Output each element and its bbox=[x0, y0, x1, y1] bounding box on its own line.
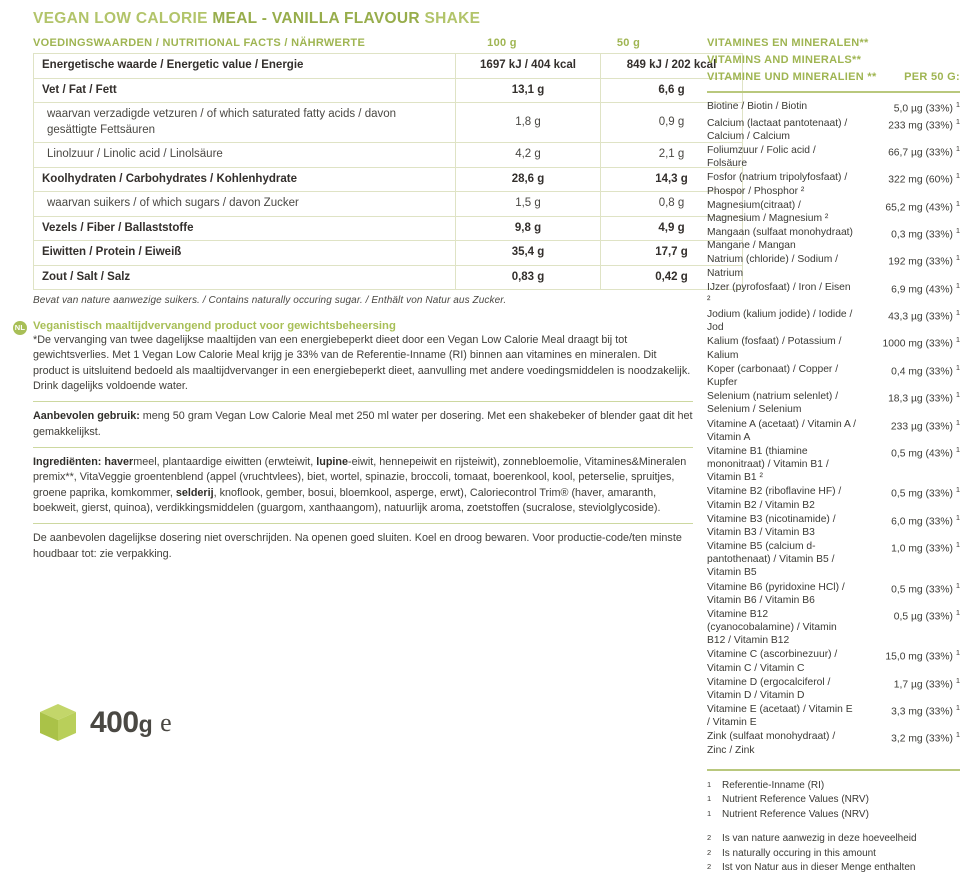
vitamins-header-nl: VITAMINES EN MINERALEN** bbox=[707, 37, 869, 49]
ingredients-part-1: meel, plantaardige eiwitten (erwteiwit, bbox=[133, 456, 317, 469]
vitamin-amount-value: 1,0 mg (33%) bbox=[891, 543, 953, 555]
vitamin-amount bbox=[860, 703, 960, 730]
box-icon bbox=[38, 702, 78, 744]
vitamin-name: Biotine / Biotin / Biotin bbox=[707, 101, 808, 113]
footnotes-natural bbox=[707, 832, 960, 876]
vitamin-reference-mark: 1 bbox=[955, 607, 960, 617]
footnote-mark: 2 bbox=[707, 847, 712, 857]
nutrient-value-100g: 9,8 g bbox=[456, 216, 601, 241]
nutrient-value-100g: 4,2 g bbox=[456, 143, 601, 168]
vitamin-name: Vitamine D (ergocalciferol / Vitamin D / Vitamin D bbox=[707, 676, 831, 701]
vitamin-amount bbox=[860, 171, 960, 198]
vitamin-amount-value: 15,0 mg (33%) bbox=[885, 651, 953, 663]
vitamin-name: Vitamine B12 (cyanocobalamine) / Vitamin B12 / Vitamin B12 bbox=[707, 608, 837, 647]
table-row bbox=[34, 216, 743, 241]
vitamin-amount bbox=[860, 281, 960, 308]
vitamin-amount bbox=[860, 730, 960, 757]
table-row bbox=[34, 103, 743, 143]
nutrient-label: Zout / Salt / Salz bbox=[34, 265, 456, 290]
vitamin-amount bbox=[860, 100, 960, 117]
vitamin-amount bbox=[860, 676, 960, 703]
vitamin-amount-value: 3,2 mg (33%) bbox=[891, 733, 953, 745]
vitamin-amount bbox=[860, 648, 960, 675]
vitamin-amount bbox=[860, 540, 960, 581]
footnote-row bbox=[707, 832, 960, 847]
ingredients-text bbox=[33, 455, 693, 516]
vitamin-name: Vitamine C (ascorbinezuur) / Vitamin C / Vitamin C bbox=[707, 649, 838, 674]
vitamin-reference-mark: 1 bbox=[955, 485, 960, 495]
vitamin-amount-value: 0,3 mg (33%) bbox=[891, 229, 953, 241]
table-row bbox=[34, 143, 743, 168]
vitamin-amount-value: 1000 mg (33%) bbox=[882, 338, 953, 350]
list-item bbox=[707, 390, 960, 417]
vitamin-amount bbox=[860, 608, 960, 649]
vitamin-amount bbox=[860, 226, 960, 253]
nutrient-value-100g: 0,83 g bbox=[456, 265, 601, 290]
footnote-mark: 1 bbox=[707, 808, 712, 818]
vitamin-reference-mark: 1 bbox=[955, 444, 960, 454]
list-item bbox=[707, 308, 960, 335]
nutrient-value-100g: 35,4 g bbox=[456, 241, 601, 266]
footnote-mark: 1 bbox=[707, 794, 712, 804]
nutrient-value-100g: 13,1 g bbox=[456, 78, 601, 103]
vitamin-name: Foliumzuur / Folic acid / Folsäure bbox=[707, 145, 816, 170]
table-row bbox=[34, 192, 743, 217]
nutrient-value-100g: 1,8 g bbox=[456, 103, 601, 143]
vitamin-amount-value: 5,0 µg (33%) bbox=[893, 103, 953, 115]
ingredients-part-2: -eiwit, hennepeiwit en rijsteiwit), zonnebloemolie, Vitamines&Mineralen premix**, VitaVeggie groentenblend (appel (vruchtvlees), biet, wortel, spinazie, broccoli, tomaat, boerenkool, kool, peterselie, spruitjes, groene paprika, komkommer, bbox=[33, 456, 687, 499]
vitamin-amount bbox=[860, 253, 960, 280]
ingredients-bold-2: lupine bbox=[316, 456, 349, 469]
nutrient-value-50g: 14,3 g bbox=[601, 167, 743, 192]
footnote-mark: 1 bbox=[707, 779, 712, 789]
nl-badge-icon: NL bbox=[13, 321, 27, 335]
vitamin-reference-mark: 1 bbox=[955, 675, 960, 685]
sugar-note: Bevat van nature aanwezige suikers. / Contains naturally occuring sugar. / Enthält von Natur aus Zucker. bbox=[33, 295, 507, 307]
vitamins-bottom-divider bbox=[707, 769, 960, 771]
vitamins-per-label: PER 50 G: bbox=[904, 71, 960, 84]
list-item bbox=[707, 253, 960, 280]
nutrient-value-100g: 1697 kJ / 404 kcal bbox=[456, 54, 601, 79]
list-item bbox=[707, 513, 960, 540]
usage-block bbox=[33, 409, 693, 448]
vitamin-reference-mark: 1 bbox=[955, 171, 960, 181]
footnote-text: Referentie-Inname (RI) bbox=[722, 779, 825, 791]
vitamin-amount-value: 0,5 mg (33%) bbox=[891, 584, 953, 595]
footer bbox=[38, 702, 172, 744]
vitamin-name: Mangaan (sulfaat monohydraat) Mangane / Mangan bbox=[707, 227, 853, 252]
list-item bbox=[707, 363, 960, 390]
product-title-part1: VEGAN LOW CALORIE bbox=[33, 10, 213, 27]
vitamin-amount-value: 0,5 mg (33%) bbox=[891, 488, 953, 500]
footnote-row bbox=[707, 861, 960, 876]
vitamin-amount-value: 18,3 µg (33%) bbox=[888, 393, 953, 405]
list-item bbox=[707, 199, 960, 226]
vitamin-name: Vitamine B1 (thiamine mononitraat) / Vitamin B1 / Vitamin B1 ² bbox=[707, 445, 829, 484]
vitamin-name: Vitamine B6 (pyridoxine HCl) / Vitamin B6 / Vitamin B6 bbox=[707, 581, 845, 606]
vitamin-amount-value: 43,3 µg (33%) bbox=[888, 311, 953, 323]
estimated-sign-icon: e bbox=[160, 708, 172, 737]
vitamin-reference-mark: 1 bbox=[955, 116, 960, 126]
list-item bbox=[707, 226, 960, 253]
storage-text: De aanbevolen dagelijkse dosering niet overschrijden. Na openen goed sluiten. Koel en droog bewaren. Voor productie-code/ten minste houdbaar tot: zie verpakking. bbox=[33, 532, 682, 560]
vitamin-name: Jodium (kalium jodide) / Iodide / Jod bbox=[707, 309, 853, 334]
vitamin-reference-mark: 1 bbox=[955, 280, 960, 290]
footnote-row bbox=[707, 779, 960, 794]
list-item bbox=[707, 730, 960, 757]
ingredients-label: Ingrediënten: bbox=[33, 456, 102, 469]
vitamin-name: Vitamine A (acetaat) / Vitamin A / Vitamin A bbox=[707, 418, 857, 443]
vitamin-name: Calcium (lactaat pantotenaat) / Calcium / Calcium bbox=[707, 117, 848, 142]
vitamin-amount-value: 0,5 mg (43%) bbox=[891, 448, 953, 460]
nutrient-value-100g: 1,5 g bbox=[456, 192, 601, 217]
vitamin-name: Selenium (natrium selenlet) / Selenium / Selenium bbox=[707, 391, 839, 416]
list-item bbox=[707, 418, 960, 445]
table-row bbox=[34, 265, 743, 290]
vitamin-amount-value: 233 µg (33%) bbox=[890, 420, 953, 432]
nutrient-value-50g: 0,9 g bbox=[601, 103, 743, 143]
vitamins-header bbox=[707, 35, 960, 86]
nutrition-table-header bbox=[33, 37, 693, 53]
vitamin-reference-mark: 1 bbox=[955, 226, 960, 236]
list-item bbox=[707, 648, 960, 675]
footnote-text: Is naturally occuring in this amount bbox=[722, 847, 876, 859]
page-title bbox=[33, 10, 693, 28]
nutrition-header-col2: 50 g bbox=[616, 37, 641, 49]
ingredients-bold-1: haver bbox=[101, 456, 134, 469]
nutrient-label: waarvan verzadigde vetzuren / of which saturated fatty acids / davon gesättigte Fettsäuren bbox=[34, 103, 456, 143]
vitamin-amount bbox=[860, 513, 960, 540]
vegan-claim-block bbox=[14, 320, 693, 402]
vitamin-reference-mark: 1 bbox=[955, 335, 960, 345]
list-item bbox=[707, 608, 960, 649]
vitamin-amount bbox=[860, 335, 960, 362]
nutrient-value-50g: 17,7 g bbox=[601, 241, 743, 266]
vitamin-name: IJzer (pyrofosfaat) / Iron / Eisen ² bbox=[707, 281, 851, 306]
nutrient-label: Eiwitten / Protein / Eiweiß bbox=[34, 241, 456, 266]
ingredients-part-3: , knoflook, gember, bosui, bloemkool, asperge, erwt), Caloriecontrol Trim® (haver, amaranth, boekweit, gierst, quinoa), verdikkingsmiddelen (guargom, xanthaangom), natuurlijk aroma, zoetstoffen (sucralose, steviolglycoside). bbox=[33, 486, 661, 515]
vitamin-amount bbox=[860, 144, 960, 171]
vitamin-reference-mark: 1 bbox=[955, 198, 960, 208]
list-item bbox=[707, 281, 960, 308]
nutrient-value-50g: 2,1 g bbox=[601, 143, 743, 168]
footnote-text: Nutrient Reference Values (NRV) bbox=[722, 794, 869, 806]
footnote-text: Nutrient Reference Values (NRV) bbox=[722, 808, 869, 820]
vitamin-reference-mark: 1 bbox=[955, 512, 960, 522]
list-item bbox=[707, 703, 960, 730]
nutrition-header-label: VOEDINGSWAARDEN / NUTRITIONAL FACTS / NÄHRWERTE bbox=[33, 37, 366, 49]
vitamin-name: Natrium (chloride) / Sodium / Natrium bbox=[707, 254, 839, 279]
table-row bbox=[34, 167, 743, 192]
vitamin-reference-mark: 1 bbox=[955, 390, 960, 400]
vitamin-amount-value: 3,3 mg (33%) bbox=[891, 706, 953, 718]
vitamin-name: Koper (carbonaat) / Copper / Kupfer bbox=[707, 363, 839, 388]
footnote-text: Ist von Natur aus in dieser Menge enthalten bbox=[722, 862, 916, 874]
vitamin-reference-mark: 1 bbox=[955, 417, 960, 427]
table-row bbox=[34, 54, 743, 79]
vitamin-amount bbox=[860, 117, 960, 144]
vitamin-amount-value: 322 mg (60%) bbox=[888, 174, 953, 186]
list-item bbox=[707, 581, 960, 608]
usage-text bbox=[33, 409, 693, 440]
list-item bbox=[707, 485, 960, 512]
vitamins-table bbox=[707, 100, 960, 758]
vitamin-name: Vitamine E (acetaat) / Vitamin E / Vitamin E bbox=[707, 704, 853, 729]
nutrient-label: Energetische waarde / Energetic value / Energie bbox=[34, 54, 456, 79]
vitamin-amount bbox=[860, 418, 960, 445]
vitamin-reference-mark: 1 bbox=[955, 580, 960, 590]
vitamins-header-de: VITAMINE UND MINERALIEN ** bbox=[707, 71, 877, 84]
vitamin-name: Fosfor (natrium tripolyfosfaat) / Phospor / Phosphor ² bbox=[707, 172, 848, 197]
vitamin-amount-value: 192 mg (33%) bbox=[888, 256, 953, 268]
vegan-claim-body: *De vervanging van twee dagelijkse maaltijden van een energiebeperkt dieet door een Vegan Low Calorie Meal draagt bij tot gewichtsverlies. Met 1 Vegan Low Calorie Meal krijg je 33% van de Referentie-Inname (RI) binnen aan vitamines en mineralen. Dit product is uitsluitend bedoeld als maaltijdvervanger in een energiebeperkt dieet, aanvulling met andere voedingsmiddelen is noodzakelijk. Drink dagelijks voldoende water. bbox=[33, 334, 691, 393]
table-row bbox=[34, 78, 743, 103]
vitamin-reference-mark: 1 bbox=[955, 703, 960, 713]
vitamins-header-en: VITAMINS AND MINERALS** bbox=[707, 54, 862, 67]
vitamin-amount bbox=[860, 199, 960, 226]
list-item bbox=[707, 144, 960, 171]
list-item bbox=[707, 540, 960, 581]
vegan-claim-heading: Veganistisch maaltijdvervangend product voor gewichtsbeheersing bbox=[33, 320, 396, 333]
ingredients-bold-3: selderij bbox=[175, 486, 214, 499]
vitamin-reference-mark: 1 bbox=[955, 100, 960, 110]
vitamin-reference-mark: 1 bbox=[955, 730, 960, 740]
vitamin-reference-mark: 1 bbox=[955, 648, 960, 658]
vitamins-top-divider bbox=[707, 91, 960, 93]
nutrient-value-50g: 0,42 g bbox=[601, 265, 743, 290]
nutrient-label: Vet / Fat / Fett bbox=[34, 78, 456, 103]
vitamin-name: Magnesium(citraat) / Magnesium / Magnesium ² bbox=[707, 199, 829, 224]
vitamin-amount bbox=[860, 308, 960, 335]
vitamin-reference-mark: 1 bbox=[955, 144, 960, 154]
vitamin-amount-value: 233 mg (33%) bbox=[888, 120, 953, 132]
usage-body: meng 50 gram Vegan Low Calorie Meal met 250 ml water per dosering. Met een shakebeker of blender gaat dit het gemakkelijkst. bbox=[33, 410, 693, 438]
footnotes-ri bbox=[707, 779, 960, 823]
footnote-row bbox=[707, 793, 960, 808]
nutrient-label: waarvan suikers / of which sugars / davon Zucker bbox=[34, 192, 456, 217]
list-item bbox=[707, 445, 960, 486]
info-section bbox=[14, 320, 693, 569]
vitamin-amount-value: 6,0 mg (33%) bbox=[891, 516, 953, 528]
table-row bbox=[34, 241, 743, 266]
vitamin-amount-value: 0,5 µg (33%) bbox=[893, 611, 953, 623]
nutrient-value-100g: 28,6 g bbox=[456, 167, 601, 192]
vitamin-amount-value: 1,7 µg (33%) bbox=[893, 679, 953, 691]
vitamin-amount bbox=[860, 390, 960, 417]
list-item bbox=[707, 171, 960, 198]
usage-label: Aanbevolen gebruik: bbox=[33, 410, 140, 423]
footnote-row bbox=[707, 808, 960, 823]
vitamin-amount bbox=[860, 485, 960, 512]
vitamin-reference-mark: 1 bbox=[955, 253, 960, 263]
ingredients-block bbox=[33, 455, 693, 524]
vitamin-name: Vitamine B3 (nicotinamide) / Vitamin B3 / Vitamin B3 bbox=[707, 513, 836, 538]
vitamin-reference-mark: 1 bbox=[955, 362, 960, 372]
nutrient-label: Vezels / Fiber / Ballaststoffe bbox=[34, 216, 456, 241]
nutrient-label: Koolhydraten / Carbohydrates / Kohlenhydrate bbox=[34, 167, 456, 192]
vitamin-amount-value: 6,9 mg (43%) bbox=[891, 284, 953, 296]
storage-block bbox=[33, 531, 693, 569]
nutrition-table bbox=[33, 53, 743, 290]
nutrient-label: Linolzuur / Linolic acid / Linolsäure bbox=[34, 143, 456, 168]
vitamin-amount bbox=[860, 581, 960, 608]
vitamin-name: Zink (sulfaat monohydraat) / Zinc / Zink bbox=[707, 731, 836, 756]
list-item bbox=[707, 100, 960, 117]
vitamin-reference-mark: 1 bbox=[955, 540, 960, 550]
net-weight-unit: g bbox=[138, 711, 153, 737]
vitamin-amount bbox=[860, 363, 960, 390]
footnote-mark: 2 bbox=[707, 862, 712, 872]
nutrient-value-50g: 6,6 g bbox=[601, 78, 743, 103]
list-item bbox=[707, 676, 960, 703]
footnote-text: Is van nature aanwezig in deze hoeveelheid bbox=[722, 833, 917, 845]
vitamin-reference-mark: 1 bbox=[955, 308, 960, 318]
list-item bbox=[707, 335, 960, 362]
right-column bbox=[707, 35, 960, 876]
vitamin-name: Vitamine B2 (riboflavine HF) / Vitamin B2 / Vitamin B2 bbox=[707, 486, 842, 511]
vitamin-name: Vitamine B5 (calcium d-pantothenaat) / Vitamin B5 / Vitamin B5 bbox=[707, 541, 835, 579]
vitamin-name: Kalium (fosfaat) / Potassium / Kalium bbox=[707, 336, 842, 361]
footnote-mark: 2 bbox=[707, 833, 712, 843]
footnote-row bbox=[707, 847, 960, 862]
product-title-part3: SHAKE bbox=[419, 10, 481, 27]
nutrient-value-50g: 849 kJ / 202 kcal bbox=[601, 54, 743, 79]
nutrition-header-col1: 100 g bbox=[487, 37, 517, 49]
vitamin-amount-value: 0,4 mg (33%) bbox=[891, 366, 953, 378]
list-item bbox=[707, 117, 960, 144]
product-title-part2: MEAL - VANILLA FLAVOUR bbox=[212, 10, 420, 27]
left-column bbox=[14, 10, 717, 569]
vitamin-amount bbox=[860, 445, 960, 486]
footnotes-spacer bbox=[707, 822, 960, 832]
vitamin-amount-value: 66,7 µg (33%) bbox=[888, 147, 953, 159]
net-weight-number: 400 bbox=[90, 706, 139, 739]
nutrient-value-50g: 4,9 g bbox=[601, 216, 743, 241]
net-weight bbox=[90, 706, 152, 740]
nutrient-value-50g: 0,8 g bbox=[601, 192, 743, 217]
vitamin-amount-value: 65,2 mg (43%) bbox=[885, 202, 953, 214]
